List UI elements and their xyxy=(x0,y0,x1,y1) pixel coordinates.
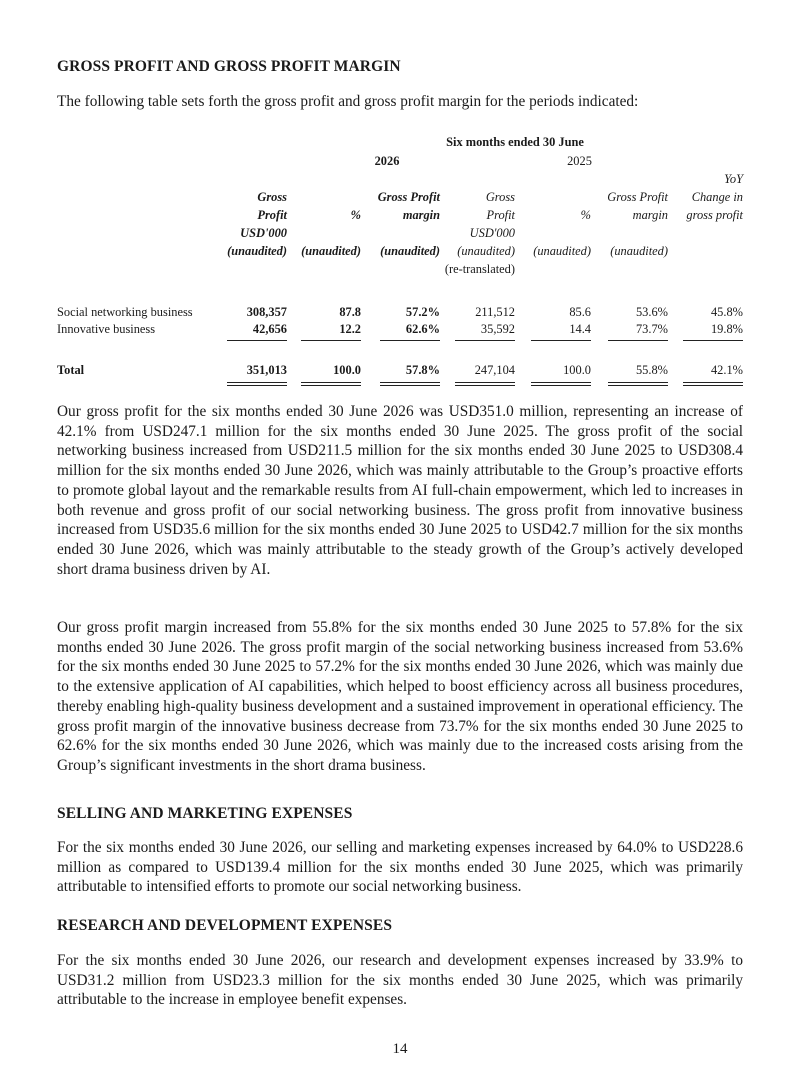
col-pct-2026-header: % (unaudited) xyxy=(301,208,361,258)
double-rule xyxy=(227,382,287,386)
rule xyxy=(455,340,515,341)
gross-profit-table: Six months ended 30 June 2026 2025 Gross Profit USD'000 (unaudited) % (unaudited) Gross Profit margin (unaudited) Gross Profit USD'000 (unaudited) (re-translated) % (unaudited) Gross Profit margin (unaudited) YoY Change in gross profit Social networking business 308,357 87.8 57.2% 211,512 85.6 53.6% 45.8% Innovative business 42,656 12.2 62.6% 35,592 14.4 73.7% 19.8% Total 351,013 100.0 57.8% 247,104 100.0 55.8% 42.1% xyxy=(57,133,743,383)
year-2025-header: 2025 xyxy=(567,154,592,168)
period-header: Six months ended 30 June xyxy=(446,135,584,149)
section-heading-research-development: RESEARCH AND DEVELOPMENT EXPENSES xyxy=(57,917,393,934)
double-rule xyxy=(683,382,743,386)
table-intro: The following table sets forth the gross profit and gross profit margin for the periods indicated: xyxy=(57,93,639,110)
rule xyxy=(380,340,440,341)
rule xyxy=(531,340,591,341)
col-yoy-header: YoY Change in gross profit xyxy=(686,172,743,222)
rule xyxy=(683,340,743,341)
double-rule xyxy=(301,382,361,386)
rule xyxy=(608,340,668,341)
year-2026-header: 2026 xyxy=(374,154,400,168)
paragraph-selling-marketing: For the six months ended 30 June 2026, our selling and marketing expenses increased by 64.0% to USD228.6 million as compared to USD139.4 million for the six months ended 30 June 2025, which was primarily attributable to intensified efforts to promote our social networking business. xyxy=(57,839,743,896)
col-gp-2026-header: Gross Profit USD'000 (unaudited) xyxy=(227,190,287,258)
row-label: Innovative business xyxy=(57,322,156,336)
total-label: Total xyxy=(57,363,85,377)
paragraph-research-development: For the six months ended 30 June 2026, our research and development expenses increased by 33.9% to USD31.2 million from USD23.3 million for the six months ended 30 June 2025, which was primarily attributable to the increase in employee benefit expenses. xyxy=(57,952,743,1009)
double-rule xyxy=(531,382,591,386)
double-rule xyxy=(380,382,440,386)
col-pct-2025-header: % (unaudited) xyxy=(533,208,591,258)
rule xyxy=(301,340,361,341)
col-gpm-2025-header: Gross Profit margin (unaudited) xyxy=(607,190,668,258)
row-label: Social networking business xyxy=(57,305,193,319)
section-heading-gross-profit: GROSS PROFIT AND GROSS PROFIT MARGIN xyxy=(57,58,401,75)
paragraph-gross-profit-margin: Our gross profit margin increased from 55.8% for the six months ended 30 June 2025 to 57.8% for the six months ended 30 June 2026. The gross profit margin of the social networking business increased from 53.6% for the six months ended 30 June 2025 to 57.2% for the six months ended 30 June 2026, which was mainly due to the extensive application of AI capabilities, which helped to boost efficiency across all business procedures, thereby enabling high-quality business development and a sustained improvement in operational efficiency. The gross profit margin of the innovative business decrease from 73.7% for the six months ended 30 June 2025 to 62.6% for the six months ended 30 June 2026, which was mainly due to the increased costs arising from the Group’s significant investments in the short drama business. xyxy=(57,619,743,774)
rule xyxy=(227,340,287,341)
col-gp-2025-header: Gross Profit USD'000 (unaudited) (re-translated) xyxy=(444,190,515,276)
section-heading-selling-marketing: SELLING AND MARKETING EXPENSES xyxy=(57,805,353,822)
double-rule xyxy=(455,382,515,386)
page-number: 14 xyxy=(392,1041,408,1057)
double-rule xyxy=(608,382,668,386)
paragraph-gross-profit: Our gross profit for the six months ended 30 June 2026 was USD351.0 million, representing an increase of 42.1% from USD247.1 million for the six months ended 30 June 2025. The gross profit of the social networking business increased from USD211.5 million for the six months ended 30 June 2025 to USD308.4 million for the six months ended 30 June 2026, which was mainly attributable to the Group’s proactive efforts to promote global layout and the remarkable results from AI full-chain empowerment, which led to increases in both revenue and gross profit of our social networking business. The gross profit from innovative business increased from USD35.6 million for the six months ended 30 June 2025 to USD42.7 million for the six months ended 30 June 2026, which was mainly attributable to the steady growth of the Group’s actively developed short drama business driven by AI. xyxy=(57,403,743,578)
col-gpm-2026-header: Gross Profit margin (unaudited) xyxy=(377,190,440,258)
